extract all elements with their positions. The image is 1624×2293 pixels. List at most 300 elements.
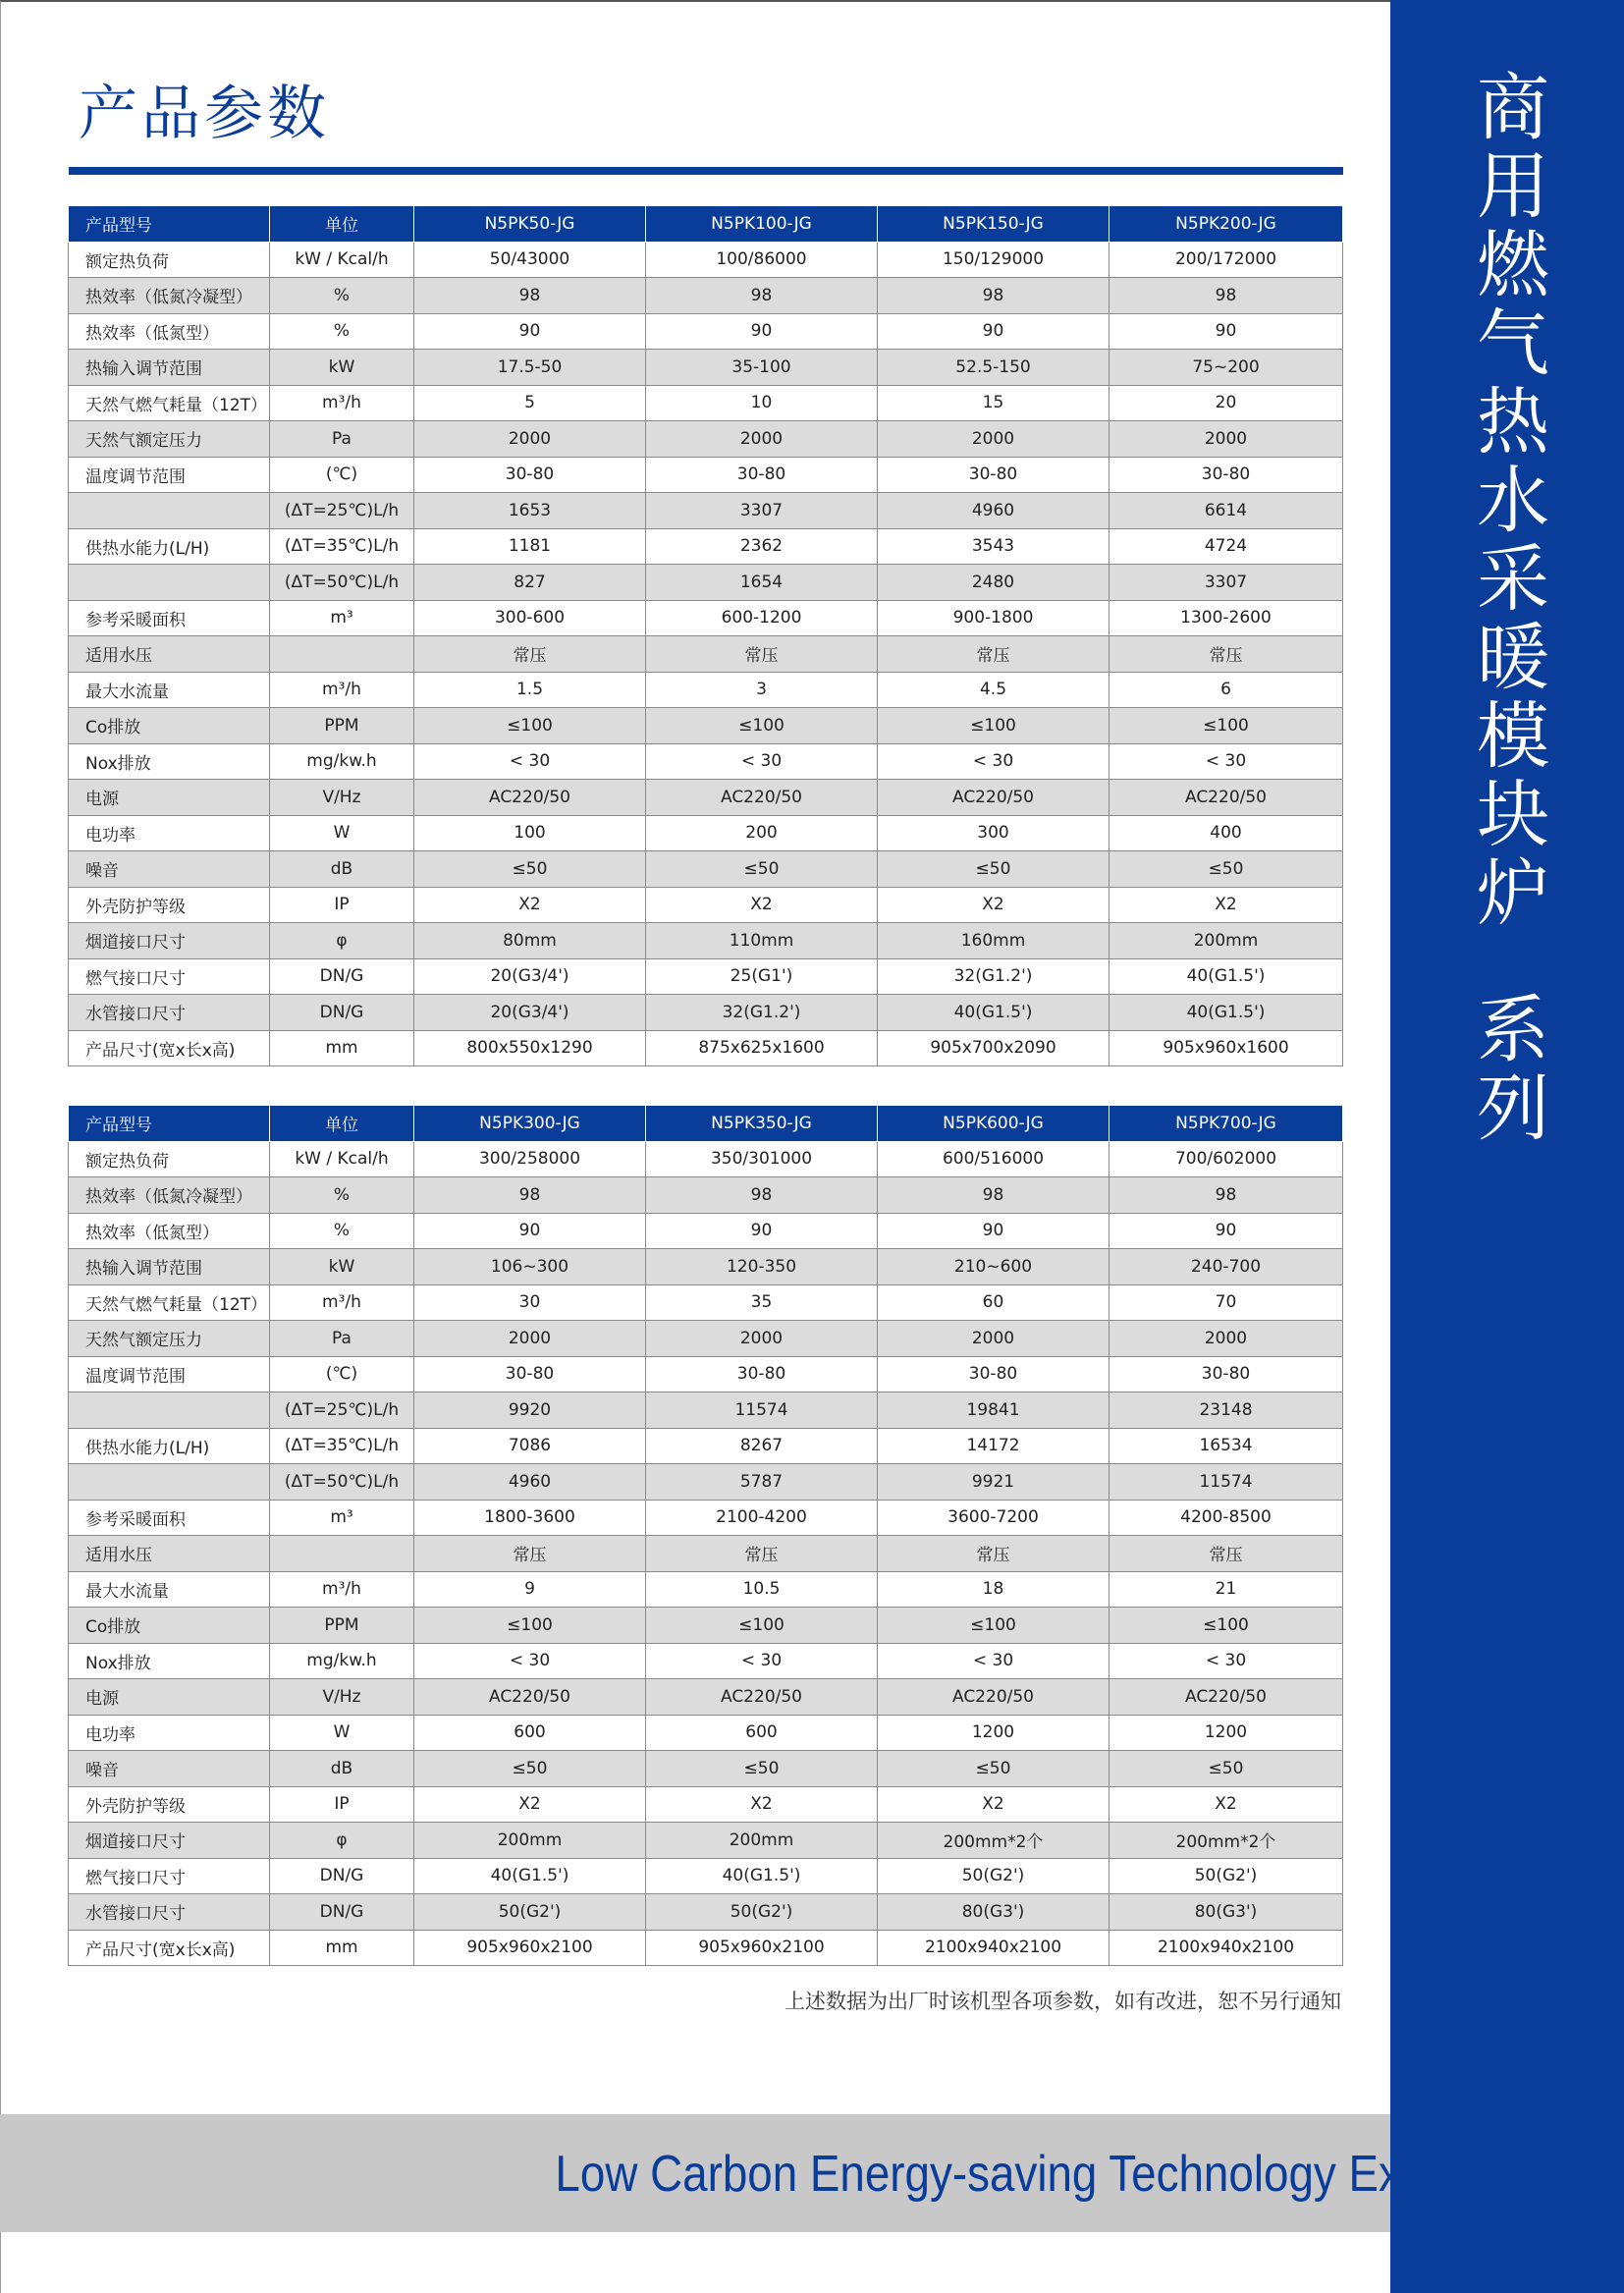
table-row [69, 1428, 1343, 1464]
unit-cell: (ΔT=25℃)L/h [270, 493, 414, 529]
param-name-cell: 适用水压 [69, 636, 270, 673]
value-cell: 常压 [878, 1536, 1110, 1572]
value-cell: 2000 [646, 1321, 878, 1357]
spec-table-1 [68, 205, 1343, 1066]
slogan: Low Carbon Energy-saving Technology Explorer [555, 2146, 1516, 2203]
table-row [69, 1464, 1343, 1501]
value-cell: 200mm*2个 [878, 1823, 1110, 1859]
value-cell: 240-700 [1110, 1249, 1343, 1285]
value-cell: 200mm*2个 [1110, 1823, 1343, 1859]
table-row [69, 1321, 1343, 1357]
table-row [69, 815, 1343, 851]
value-cell: 2000 [1110, 1321, 1343, 1357]
value-cell: 10.5 [646, 1571, 878, 1608]
value-cell: 常压 [414, 636, 646, 673]
value-cell: 900-1800 [878, 600, 1110, 636]
param-name-cell: 噪音 [69, 851, 270, 888]
param-name-cell: 燃气接口尺寸 [69, 958, 270, 995]
table-row [69, 708, 1343, 744]
value-cell: 1654 [646, 565, 878, 601]
value-cell: X2 [1110, 887, 1343, 923]
value-cell: ≤100 [646, 708, 878, 744]
table-row [69, 242, 1343, 278]
param-name-cell: 参考采暖面积 [69, 1500, 270, 1536]
value-cell: 9920 [414, 1392, 646, 1429]
value-cell: 106~300 [414, 1249, 646, 1285]
value-cell: X2 [414, 1786, 646, 1823]
header-model-name: N5PK100-JG [646, 206, 878, 243]
value-cell: ≤100 [1110, 1608, 1343, 1644]
value-cell: 90 [1110, 1213, 1343, 1249]
value-cell: 200mm [646, 1823, 878, 1859]
value-cell: < 30 [1110, 743, 1343, 780]
value-cell: 9921 [878, 1464, 1110, 1501]
param-name-cell: 烟道接口尺寸 [69, 1823, 270, 1859]
table-header-row [69, 206, 1343, 243]
param-name-cell: 外壳防护等级 [69, 1786, 270, 1823]
value-cell: ≤50 [414, 851, 646, 888]
value-cell: ≤50 [1110, 851, 1343, 888]
value-cell: 100 [414, 815, 646, 851]
value-cell: 120-350 [646, 1249, 878, 1285]
table-row [69, 1823, 1343, 1859]
param-name-cell [69, 1464, 270, 1501]
param-name-cell: 供热水能力(L/H) [69, 1428, 270, 1464]
value-cell: 常压 [646, 636, 878, 673]
value-cell: 40(G1.5') [646, 1858, 878, 1894]
value-cell: 905x700x2090 [878, 1030, 1110, 1066]
unit-cell: (ΔT=35℃)L/h [270, 1428, 414, 1464]
param-name-cell: 噪音 [69, 1751, 270, 1787]
table-row [69, 1571, 1343, 1608]
table-row [69, 385, 1343, 421]
value-cell: 4724 [1110, 528, 1343, 565]
param-name-cell: 水管接口尺寸 [69, 995, 270, 1031]
unit-cell: DN/G [270, 1894, 414, 1931]
table-row [69, 1715, 1343, 1751]
value-cell: 40(G1.5') [1110, 958, 1343, 995]
table-row [69, 923, 1343, 959]
value-cell: 30-80 [878, 1356, 1110, 1392]
value-cell: 6 [1110, 672, 1343, 708]
param-name-cell: 水管接口尺寸 [69, 1894, 270, 1931]
value-cell: ≤100 [878, 1608, 1110, 1644]
unit-cell: V/Hz [270, 1679, 414, 1716]
table-row [69, 1356, 1343, 1392]
unit-cell: mm [270, 1030, 414, 1066]
param-name-cell: 燃气接口尺寸 [69, 1858, 270, 1894]
value-cell: X2 [1110, 1786, 1343, 1823]
value-cell: 23148 [1110, 1392, 1343, 1429]
table-header-row [69, 1106, 1343, 1142]
footnote: 上述数据为出厂时该机型各项参数，如有改进，恕不另行通知 [785, 1990, 1341, 2013]
value-cell: 98 [1110, 278, 1343, 314]
unit-cell: mg/kw.h [270, 743, 414, 780]
value-cell: 2000 [646, 421, 878, 458]
value-cell: 200/172000 [1110, 242, 1343, 278]
table-row [69, 1284, 1343, 1321]
value-cell: < 30 [646, 743, 878, 780]
unit-cell: φ [270, 923, 414, 959]
value-cell: 98 [878, 1177, 1110, 1214]
value-cell: ≤100 [646, 1608, 878, 1644]
value-cell: AC220/50 [414, 780, 646, 816]
unit-cell: (℃) [270, 1356, 414, 1392]
value-cell: 1800-3600 [414, 1500, 646, 1536]
header-model-name: N5PK350-JG [646, 1106, 878, 1142]
param-name-cell: 额定热负荷 [69, 242, 270, 278]
value-cell: 16534 [1110, 1428, 1343, 1464]
value-cell: 75~200 [1110, 350, 1343, 386]
value-cell: 11574 [646, 1392, 878, 1429]
value-cell: 98 [414, 1177, 646, 1214]
value-cell: 30-80 [1110, 457, 1343, 493]
value-cell: 1300-2600 [1110, 600, 1343, 636]
value-cell: 300-600 [414, 600, 646, 636]
param-name-cell: 参考采暖面积 [69, 600, 270, 636]
param-name-cell: 天然气燃气耗量（12T） [69, 1284, 270, 1321]
value-cell: 30-80 [646, 457, 878, 493]
value-cell: 20(G3/4') [414, 958, 646, 995]
table-row [69, 528, 1343, 565]
table-row [69, 457, 1343, 493]
header-model-name: N5PK300-JG [414, 1106, 646, 1142]
table-row [69, 278, 1343, 314]
value-cell: 14172 [878, 1428, 1110, 1464]
value-cell: 90 [646, 313, 878, 350]
unit-cell: m³ [270, 600, 414, 636]
value-cell: 19841 [878, 1392, 1110, 1429]
unit-cell: PPM [270, 708, 414, 744]
value-cell: 90 [1110, 313, 1343, 350]
param-name-cell: Nox排放 [69, 743, 270, 780]
unit-cell: (ΔT=25℃)L/h [270, 1392, 414, 1429]
value-cell: 2000 [414, 421, 646, 458]
unit-cell: φ [270, 1823, 414, 1859]
value-cell: 52.5-150 [878, 350, 1110, 386]
unit-cell: DN/G [270, 1858, 414, 1894]
value-cell: 9 [414, 1571, 646, 1608]
param-name-cell: Nox排放 [69, 1643, 270, 1679]
title-rule [69, 167, 1343, 175]
side-title-text: 商用燃气热水采暖模块炉 系列 [1465, 69, 1549, 1149]
value-cell: 32(G1.2') [646, 995, 878, 1031]
table-row [69, 350, 1343, 386]
param-name-cell: 电功率 [69, 1715, 270, 1751]
header-model-name: N5PK600-JG [878, 1106, 1110, 1142]
table-row [69, 1751, 1343, 1787]
value-cell: 30-80 [1110, 1356, 1343, 1392]
value-cell: 35-100 [646, 350, 878, 386]
table-row [69, 1249, 1343, 1285]
value-cell: 3600-7200 [878, 1500, 1110, 1536]
value-cell: 210~600 [878, 1249, 1110, 1285]
value-cell: 2480 [878, 565, 1110, 601]
value-cell: 7086 [414, 1428, 646, 1464]
table-row [69, 1177, 1343, 1214]
value-cell: 30 [414, 1284, 646, 1321]
value-cell: 30-80 [414, 1356, 646, 1392]
value-cell: 700/602000 [1110, 1141, 1343, 1177]
value-cell: 2100x940x2100 [1110, 1930, 1343, 1966]
value-cell: < 30 [1110, 1643, 1343, 1679]
value-cell: 800x550x1290 [414, 1030, 646, 1066]
value-cell: AC220/50 [646, 1679, 878, 1716]
value-cell: ≤100 [414, 708, 646, 744]
unit-cell: kW [270, 1249, 414, 1285]
value-cell: ≤100 [878, 708, 1110, 744]
value-cell: 50(G2') [878, 1858, 1110, 1894]
value-cell: 4960 [414, 1464, 646, 1501]
unit-cell: mg/kw.h [270, 1643, 414, 1679]
value-cell: < 30 [646, 1643, 878, 1679]
unit-cell: DN/G [270, 995, 414, 1031]
value-cell: X2 [878, 887, 1110, 923]
table-row [69, 743, 1343, 780]
unit-cell: IP [270, 887, 414, 923]
value-cell: 1200 [878, 1715, 1110, 1751]
unit-cell [270, 636, 414, 673]
value-cell: 600 [414, 1715, 646, 1751]
value-cell: 80mm [414, 923, 646, 959]
param-name-cell: 天然气燃气耗量（12T） [69, 385, 270, 421]
unit-cell: W [270, 815, 414, 851]
unit-cell: % [270, 313, 414, 350]
value-cell: 3 [646, 672, 878, 708]
value-cell: 98 [646, 278, 878, 314]
param-name-cell [69, 493, 270, 529]
header-model-name: N5PK700-JG [1110, 1106, 1343, 1142]
unit-cell: kW [270, 350, 414, 386]
value-cell: 50/43000 [414, 242, 646, 278]
value-cell: 200mm [414, 1823, 646, 1859]
value-cell: ≤50 [878, 851, 1110, 888]
value-cell: 1.5 [414, 672, 646, 708]
table-row [69, 887, 1343, 923]
value-cell: < 30 [878, 743, 1110, 780]
param-name-cell: 热效率（低氮冷凝型） [69, 1177, 270, 1214]
value-cell: 21 [1110, 1571, 1343, 1608]
value-cell: ≤50 [878, 1751, 1110, 1787]
table-row [69, 421, 1343, 458]
param-name-cell: 产品尺寸(宽x长x高) [69, 1030, 270, 1066]
param-name-cell: 外壳防护等级 [69, 887, 270, 923]
unit-cell: mm [270, 1930, 414, 1966]
value-cell: 1653 [414, 493, 646, 529]
value-cell: 400 [1110, 815, 1343, 851]
value-cell: 6614 [1110, 493, 1343, 529]
value-cell: ≤50 [1110, 1751, 1343, 1787]
value-cell: 30-80 [878, 457, 1110, 493]
value-cell: 18 [878, 1571, 1110, 1608]
value-cell: 15 [878, 385, 1110, 421]
value-cell: ≤100 [1110, 708, 1343, 744]
header-unit-label: 单位 [270, 206, 414, 243]
unit-cell: % [270, 278, 414, 314]
table-row [69, 1030, 1343, 1066]
value-cell: 11574 [1110, 1464, 1343, 1501]
value-cell: 98 [646, 1177, 878, 1214]
value-cell: 905x960x1600 [1110, 1030, 1343, 1066]
table-row [69, 1141, 1343, 1177]
value-cell: AC220/50 [646, 780, 878, 816]
value-cell: ≤50 [646, 851, 878, 888]
table-row [69, 995, 1343, 1031]
value-cell: AC220/50 [878, 780, 1110, 816]
param-name-cell: 天然气额定压力 [69, 421, 270, 458]
value-cell: X2 [414, 887, 646, 923]
table-row [69, 313, 1343, 350]
table-row [69, 1500, 1343, 1536]
unit-cell: kW / Kcal/h [270, 1141, 414, 1177]
value-cell: 60 [878, 1284, 1110, 1321]
param-name-cell: 烟道接口尺寸 [69, 923, 270, 959]
value-cell: 2362 [646, 528, 878, 565]
unit-cell: DN/G [270, 958, 414, 995]
value-cell: 常压 [646, 1536, 878, 1572]
table-row [69, 1392, 1343, 1429]
value-cell: 3543 [878, 528, 1110, 565]
value-cell: 90 [414, 1213, 646, 1249]
value-cell: 160mm [878, 923, 1110, 959]
param-name-cell: 热效率（低氮型） [69, 1213, 270, 1249]
value-cell: 40(G1.5') [414, 1858, 646, 1894]
unit-cell: % [270, 1213, 414, 1249]
value-cell: X2 [646, 887, 878, 923]
param-name-cell: 热效率（低氮型） [69, 313, 270, 350]
unit-cell [270, 1536, 414, 1572]
unit-cell: (ΔT=50℃)L/h [270, 1464, 414, 1501]
value-cell: 600/516000 [878, 1141, 1110, 1177]
value-cell: 常压 [1110, 1536, 1343, 1572]
table-row [69, 672, 1343, 708]
table-row [69, 780, 1343, 816]
unit-cell: Pa [270, 1321, 414, 1357]
param-name-cell: 天然气额定压力 [69, 1321, 270, 1357]
param-name-cell: 电源 [69, 1679, 270, 1716]
table-row [69, 1536, 1343, 1572]
value-cell: < 30 [414, 743, 646, 780]
value-cell: 150/129000 [878, 242, 1110, 278]
value-cell: 875x625x1600 [646, 1030, 878, 1066]
value-cell: 350/301000 [646, 1141, 878, 1177]
value-cell: 35 [646, 1284, 878, 1321]
value-cell: 25(G1') [646, 958, 878, 995]
value-cell: 5787 [646, 1464, 878, 1501]
param-name-cell: 额定热负荷 [69, 1141, 270, 1177]
value-cell: 110mm [646, 923, 878, 959]
value-cell: 600 [646, 1715, 878, 1751]
table-row [69, 600, 1343, 636]
side-title [1390, 69, 1624, 1444]
value-cell: 4.5 [878, 672, 1110, 708]
param-name-cell: Co排放 [69, 708, 270, 744]
table-row [69, 1643, 1343, 1679]
table-row [69, 1608, 1343, 1644]
value-cell: 30-80 [646, 1356, 878, 1392]
table-row [69, 565, 1343, 601]
unit-cell: m³/h [270, 1571, 414, 1608]
value-cell: 50(G2') [414, 1894, 646, 1931]
value-cell: 10 [646, 385, 878, 421]
param-name-cell: Co排放 [69, 1608, 270, 1644]
page-title: 产品参数 [79, 80, 330, 148]
value-cell: ≤50 [414, 1751, 646, 1787]
param-name-cell: 热输入调节范围 [69, 1249, 270, 1285]
value-cell: 4200-8500 [1110, 1500, 1343, 1536]
value-cell: 200mm [1110, 923, 1343, 959]
spec-table-2 [68, 1105, 1343, 1966]
value-cell: 50(G2') [1110, 1858, 1343, 1894]
param-name-cell: 供热水能力(L/H) [69, 528, 270, 565]
value-cell: ≤50 [646, 1751, 878, 1787]
table-row [69, 851, 1343, 888]
value-cell: AC220/50 [414, 1679, 646, 1716]
param-name-cell: 温度调节范围 [69, 1356, 270, 1392]
header-model-label: 产品型号 [69, 206, 270, 243]
value-cell: 98 [414, 278, 646, 314]
value-cell: 4960 [878, 493, 1110, 529]
value-cell: 2000 [1110, 421, 1343, 458]
value-cell: 905x960x2100 [646, 1930, 878, 1966]
value-cell: 300/258000 [414, 1141, 646, 1177]
value-cell: 600-1200 [646, 600, 878, 636]
value-cell: 80(G3') [878, 1894, 1110, 1931]
table-row [69, 493, 1343, 529]
param-name-cell [69, 1392, 270, 1429]
table-row [69, 1679, 1343, 1716]
value-cell: 8267 [646, 1428, 878, 1464]
unit-cell: IP [270, 1786, 414, 1823]
value-cell: 90 [414, 313, 646, 350]
value-cell: 90 [646, 1213, 878, 1249]
unit-cell: m³/h [270, 672, 414, 708]
value-cell: 2100-4200 [646, 1500, 878, 1536]
value-cell: 常压 [878, 636, 1110, 673]
value-cell: 98 [878, 278, 1110, 314]
param-name-cell: 最大水流量 [69, 672, 270, 708]
param-name-cell: 热效率（低氮冷凝型） [69, 278, 270, 314]
value-cell: 1200 [1110, 1715, 1343, 1751]
param-name-cell: 最大水流量 [69, 1571, 270, 1608]
value-cell: 30-80 [414, 457, 646, 493]
value-cell: 200 [646, 815, 878, 851]
value-cell: 90 [878, 313, 1110, 350]
unit-cell: PPM [270, 1608, 414, 1644]
param-name-cell: 电功率 [69, 815, 270, 851]
unit-cell: (℃) [270, 457, 414, 493]
value-cell: 2000 [414, 1321, 646, 1357]
table-row [69, 1930, 1343, 1966]
header-model-name: N5PK50-JG [414, 206, 646, 243]
value-cell: X2 [646, 1786, 878, 1823]
value-cell: 40(G1.5') [878, 995, 1110, 1031]
table-row [69, 958, 1343, 995]
unit-cell: m³/h [270, 385, 414, 421]
header-model-label: 产品型号 [69, 1106, 270, 1142]
value-cell: 90 [878, 1213, 1110, 1249]
value-cell: 2100x940x2100 [878, 1930, 1110, 1966]
param-name-cell: 热输入调节范围 [69, 350, 270, 386]
value-cell: 5 [414, 385, 646, 421]
value-cell: 300 [878, 815, 1110, 851]
unit-cell: dB [270, 1751, 414, 1787]
value-cell: 20 [1110, 385, 1343, 421]
value-cell: 2000 [878, 421, 1110, 458]
unit-cell: m³/h [270, 1284, 414, 1321]
table-row [69, 1786, 1343, 1823]
unit-cell: % [270, 1177, 414, 1214]
